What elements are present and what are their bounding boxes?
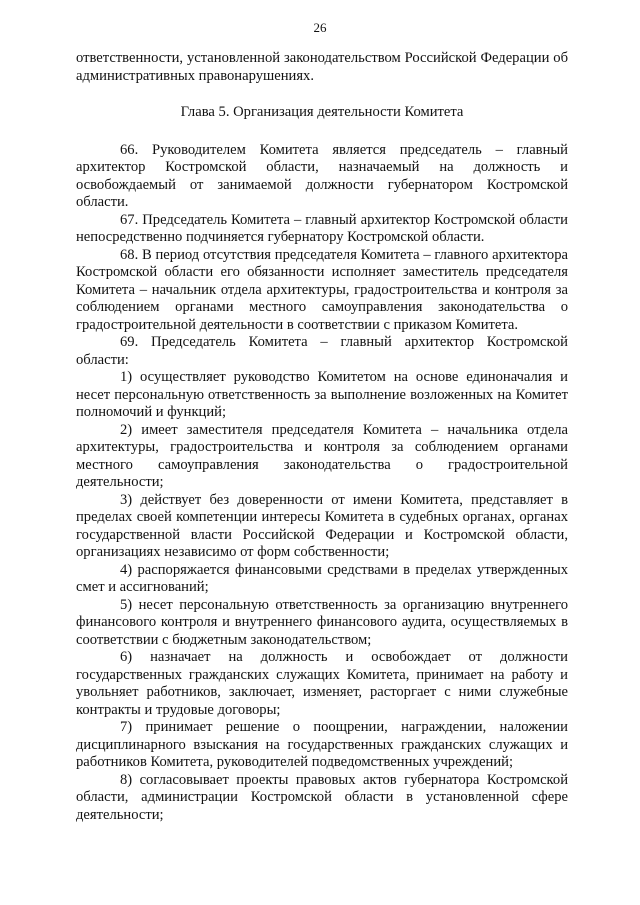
document-body [76,50,568,824]
list-item-3: 3) действует без доверенности от имени Комитета, представляет в пределах своей компетенции интересы Комитета в судебных органах, органах государственной власти Российской Федерации и Костромской области, организациях независимо от форм собственности; [76,491,568,560]
list-item-6: 6) назначает на должность и освобождает от должности государственных гражданских служащих Комитета, принимает на работу и увольняет работников, заключает, изменяет, расторгает с ними служебные контракты и трудовые договоры; [76,649,568,718]
list-item-8: 8) согласовывает проекты правовых актов губернатора Костромской области, администрации Костромской области в установленной сфере деятельности; [76,771,568,823]
list-item-7: 7) принимает решение о поощрении, награждении, наложении дисциплинарного взыскания на государственных гражданских служащих и работников Комитета, руководителей подведомственных учреждений; [76,719,568,770]
paragraph-66: 66. Руководителем Комитета является председатель – главный архитектор Костромской области, назначаемый на должность и освобождаемый от занимаемой должности губернатором Костромской области. [76,141,568,210]
paragraph-69: 69. Председатель Комитета – главный архитектор Костромской области: [76,334,568,368]
chapter-title: Глава 5. Организация деятельности Комитета [180,104,464,120]
paragraph-67: 67. Председатель Комитета – главный архитектор Костромской области непосредственно подчиняется губернатору Костромской области. [76,211,568,245]
intro-paragraph: ответственности, установленной законодательством Российской Федерации об административных правонарушениях. [76,50,568,84]
page-number: 26 [313,20,327,35]
paragraph-68: 68. В период отсутствия председателя Комитета – главного архитектора Костромской области его обязанности исполняет заместитель председателя Комитета – начальник отдела архитектуры, градостроительства и контроля за соблюдением органами местного самоуправления законодательства о градостроительной деятельности в соответствии с приказом Комитета. [76,246,568,333]
list-item-5: 5) несет персональную ответственность за организацию внутреннего финансового контроля и внутреннего финансового аудита, осуществляемых в соответствии с бюджетным законодательством; [76,596,568,648]
list-item-1: 1) осуществляет руководство Комитетом на основе единоначалия и несет персональную ответственность за выполнение возложенных на Комитет полномочий и функций; [76,369,568,420]
list-item-4: 4) распоряжается финансовыми средствами в пределах утвержденных смет и ассигнований; [76,561,568,595]
list-item-2: 2) имеет заместителя председателя Комитета – начальника отдела архитектуры, градостроительства и контроля за соблюдением органами местного самоуправления законодательства о градостроительной деятельности; [76,421,568,490]
